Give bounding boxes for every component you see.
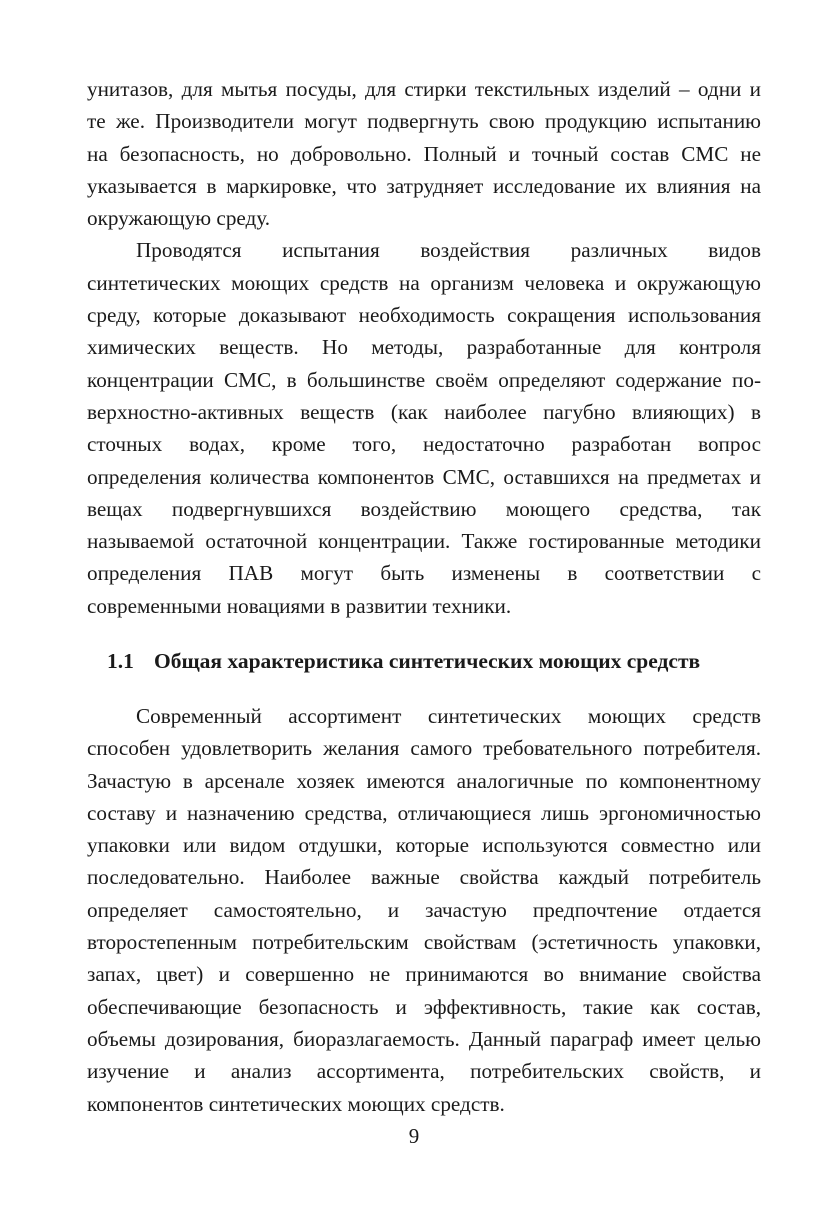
text-block-top [87,73,761,622]
text-line: Современный ассортимент синтетических моющих средств [136,704,761,728]
text-line: верхностно-активных веществ (как наиболее пагубно влияющих) в [87,399,761,424]
text-line: называемой остаточной концентрации. Также гостированные методики [87,529,761,554]
text-line: унитазов, для мытья посуды, для стирки текстильных изделий – одни и [87,77,761,101]
section-title: Общая характеристика синтетических моющих средств [154,649,701,673]
text-line: компонентов синтетических моющих средств. [87,1091,505,1116]
text-line: сточных водах, кроме того, недостаточно разработан вопрос [87,432,761,457]
text-line: современными новациями в развитии техники. [87,593,512,618]
text-block-bottom [87,700,761,1120]
text-line: запах, цвет) и совершенно не принимаются во внимание свойства [87,962,761,987]
text-line: составу и назначению средства, отличающиеся лишь эргономичностью [87,800,761,825]
text-line: вещах подвергнувшихся воздействию моющего средства, так [87,496,761,521]
section-heading [107,645,700,677]
text-line: химических веществ. Но методы, разработанные для контроля [87,335,761,360]
text-line: упаковки или видом отдушки, которые используются совместно или [87,833,761,858]
paragraph-2 [87,234,761,622]
text-line: среду, которые доказывают необходимость сокращения использования [87,303,761,328]
text-line: второстепенным потребительским свойствам (эстетичность упаковки, [87,930,761,955]
text-line: определения количества компонентов СМС, оставшихся на предметах и [87,464,761,489]
text-line: те же. Производители могут подвергнуть свою продукцию испытанию [87,109,761,134]
text-line: окружающую среду. [87,206,271,231]
text-line: Зачастую в арсенале хозяек имеются аналогичные по компонентному [87,768,761,793]
section-number: 1.1 [107,649,134,673]
text-line: изучение и анализ ассортимента, потребительских свойств, и [87,1059,761,1084]
text-line: определения ПАВ могут быть изменены в соответствии с [87,561,761,586]
paragraph-3 [87,700,761,1120]
text-line: концентрации СМС, в большинстве своём определяют содержание по- [87,367,761,392]
text-line: обеспечивающие безопасность и эффективность, такие как состав, [87,994,761,1019]
text-line: способен удовлетворить желания самого требовательного потребителя. [87,736,761,761]
text-line: на безопасность, но добровольно. Полный и точный состав СМС не [87,141,761,166]
text-line: указывается в маркировке, что затрудняет исследование их влияния на [87,173,761,198]
text-line: объемы дозирования, биоразлагаемость. Данный параграф имеет целью [87,1026,761,1051]
text-line: последовательно. Наиболее важные свойства каждый потребитель [87,865,761,890]
paragraph-1 [87,73,761,234]
text-line: Проводятся испытания воздействия различных видов [136,238,761,263]
page-number: 9 [408,1124,420,1148]
text-line: синтетических моющих средств на организм человека и окружающую [87,270,761,295]
text-line: определяет самостоятельно, и зачастую предпочтение отдается [87,897,761,922]
